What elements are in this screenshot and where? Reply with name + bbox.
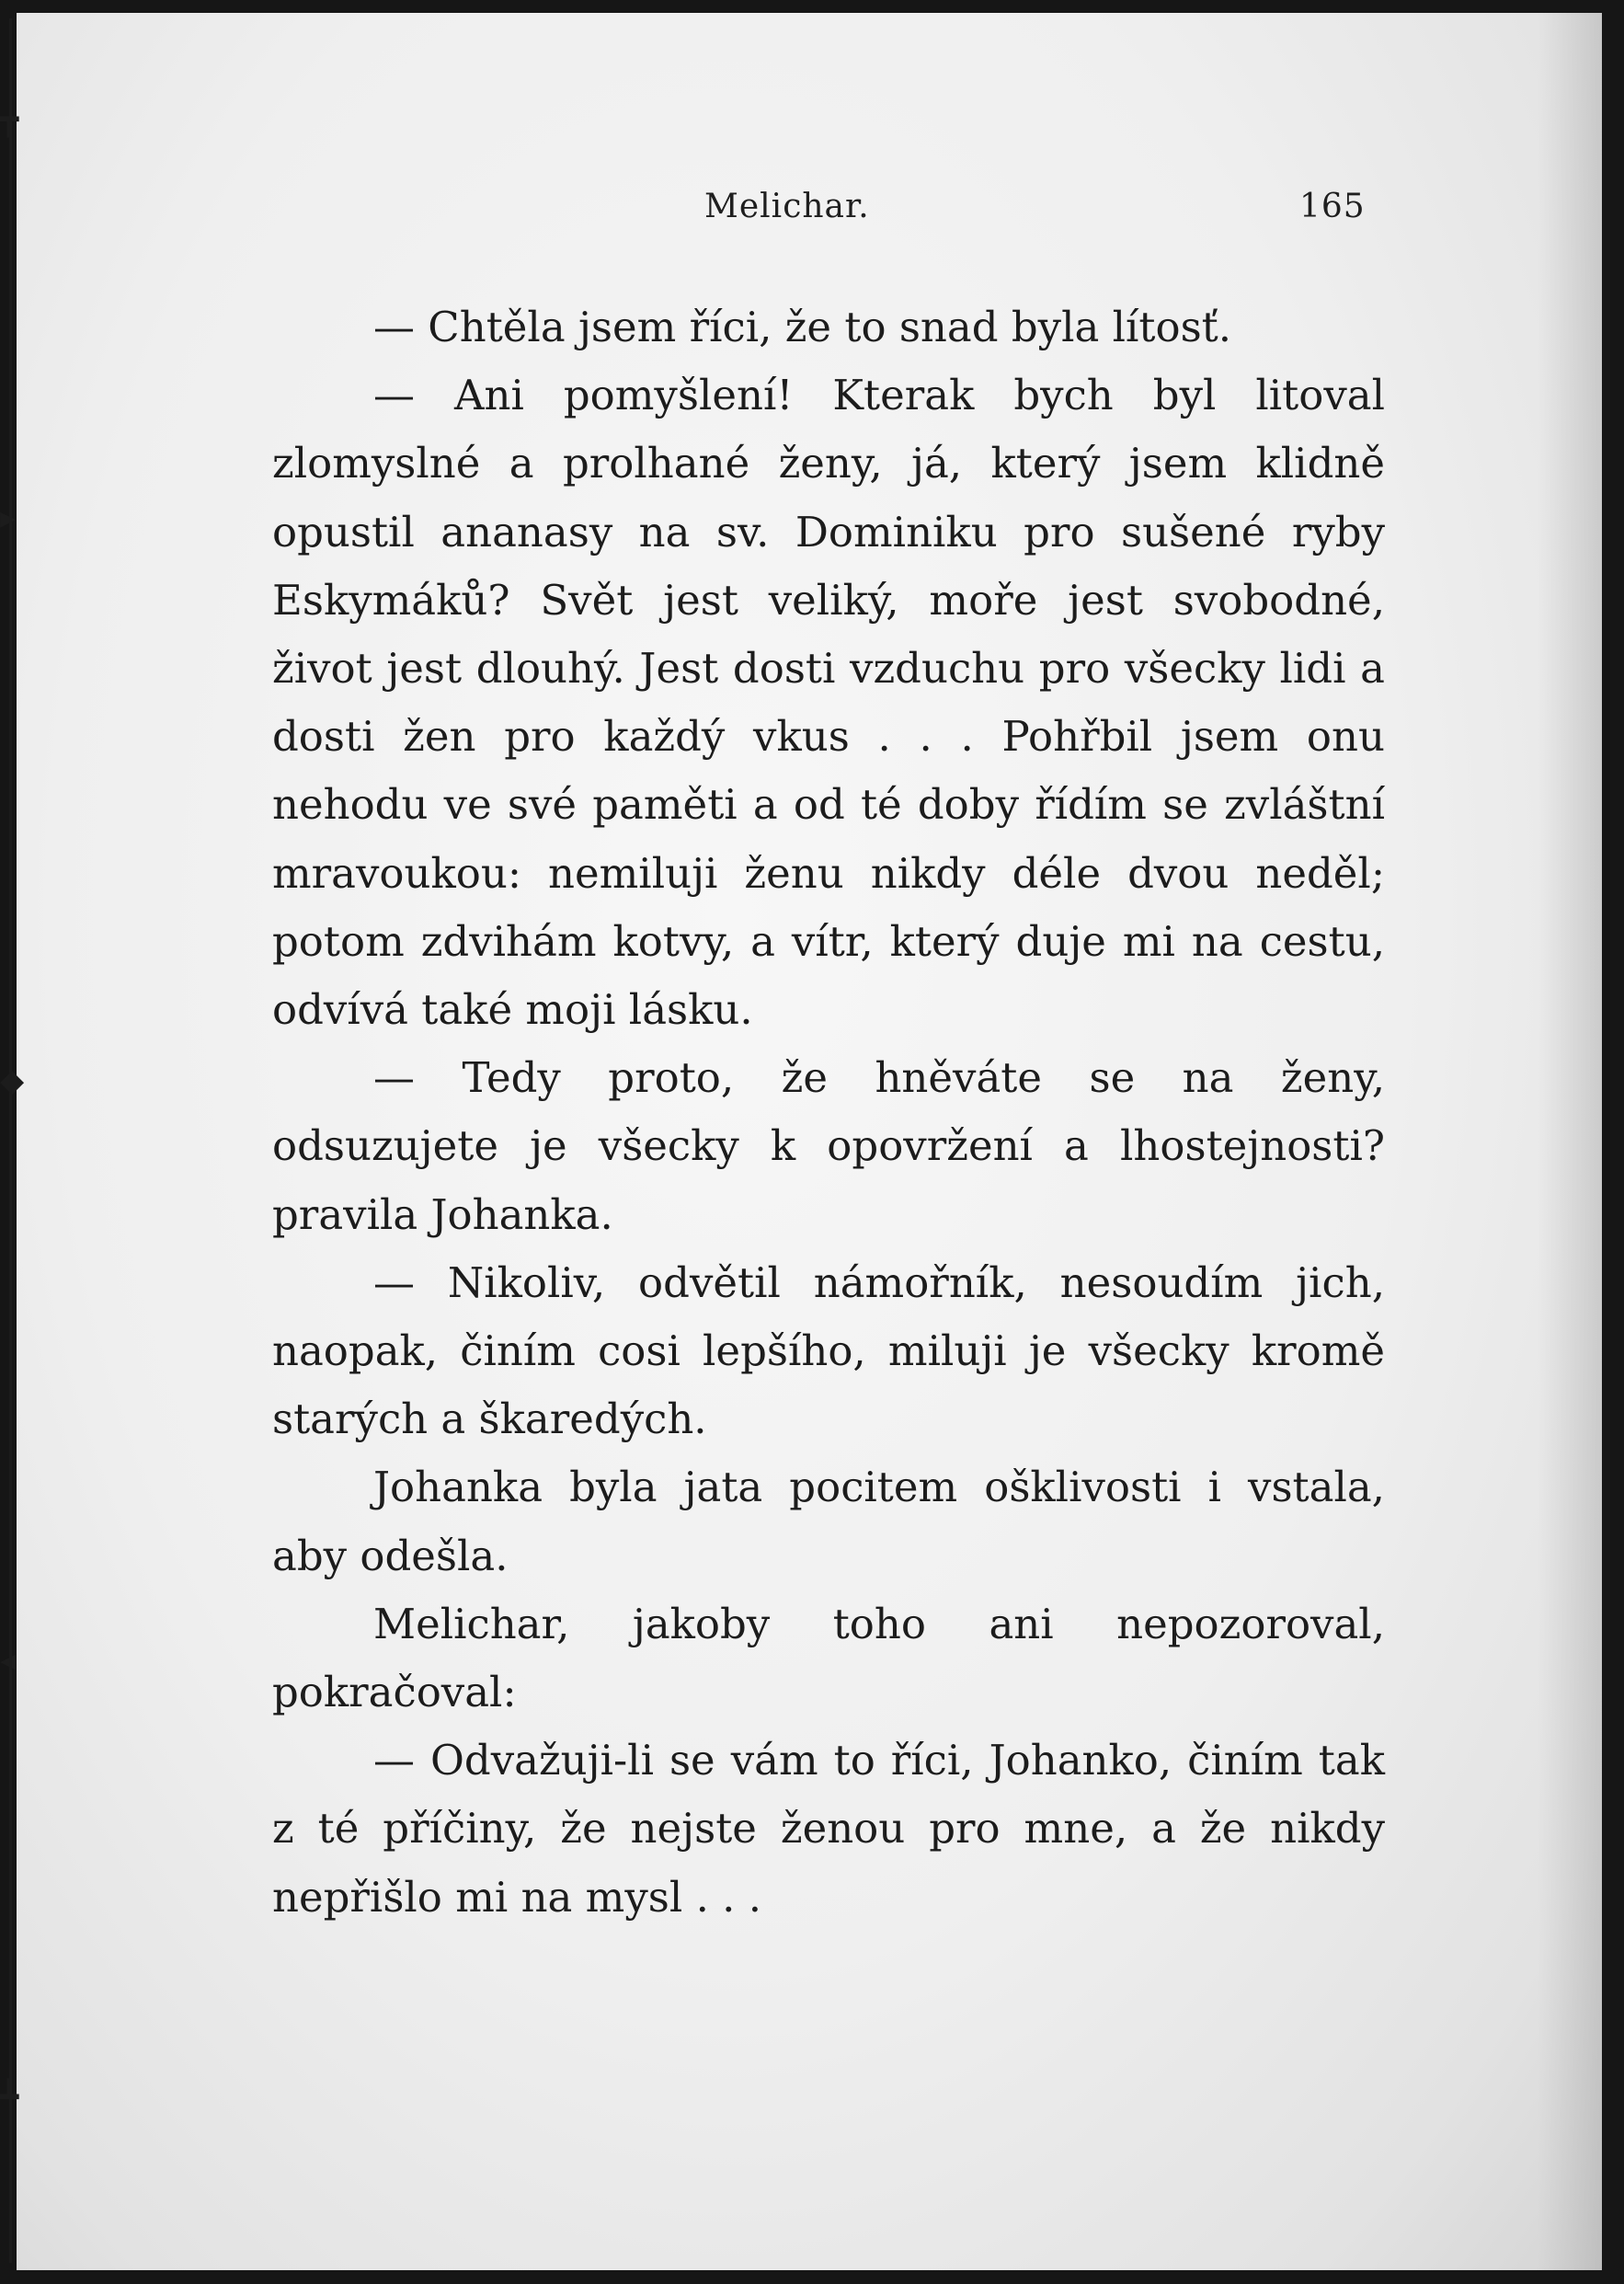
- binding-notch: ┻: [0, 2079, 19, 2116]
- body-text: [272, 293, 1385, 1932]
- paragraph: — Odvažuji-li se vám to říci, Johanko, činím tak z té příčiny, že nejste ženou pro mne, a že nikdy nepřišlo mi na mysl . . .: [272, 1736, 1385, 1922]
- paragraph: Johanka byla jata pocitem ošklivosti i vstala, aby odešla.: [272, 1463, 1385, 1580]
- paragraph: Melichar, jakoby toho ani nepozoroval, pokračoval:: [272, 1599, 1385, 1717]
- paragraph: — Tedy proto, že hněváte se na ženy, odsuzujete je všecky k opovržení a lhostejnosti? pravila Johanka.: [272, 1053, 1385, 1239]
- page-number: 165: [1299, 188, 1366, 225]
- binding-edge: [9, 18, 12, 2263]
- binding-notch: ▸: [0, 499, 17, 536]
- binding-notch: ◂: [0, 1642, 17, 1679]
- paragraph: — Ani pomyšlení! Kterak bych byl litoval zlomyslné a prolhané ženy, já, který jsem klidně opustil ananasy na sv. Dominiku pro sušené ryby Eskymáků? Svět jest veliký, moře jest svobodné, život jest dlouhý. Jest dosti vzduchu pro všecky lidi a dosti žen pro každý vkus . . . Pohřbil jsem onu nehodu ve své paměti a od té doby řídím se zvláštní mravoukou: nemiluji ženu nikdy déle dvou neděl; potom zdvihám kotvy, a vítr, který duje mi na cestu, odvívá také moji lásku.: [272, 371, 1385, 1035]
- binding-notch: ◆: [0, 1062, 25, 1099]
- binding-notch: ┳: [0, 101, 19, 138]
- running-head-title: Melichar.: [704, 188, 870, 225]
- running-head: [17, 188, 1602, 234]
- paragraph: — Chtěla jsem říci, že to snad byla lítosť.: [373, 303, 1232, 351]
- book-page: [17, 13, 1602, 2270]
- page-shadow: [1538, 13, 1602, 2270]
- paragraph: — Nikoliv, odvětil námořník, nesoudím jich, naopak, činím cosi lepšího, miluji je všecky kromě starých a škaredých.: [272, 1257, 1385, 1444]
